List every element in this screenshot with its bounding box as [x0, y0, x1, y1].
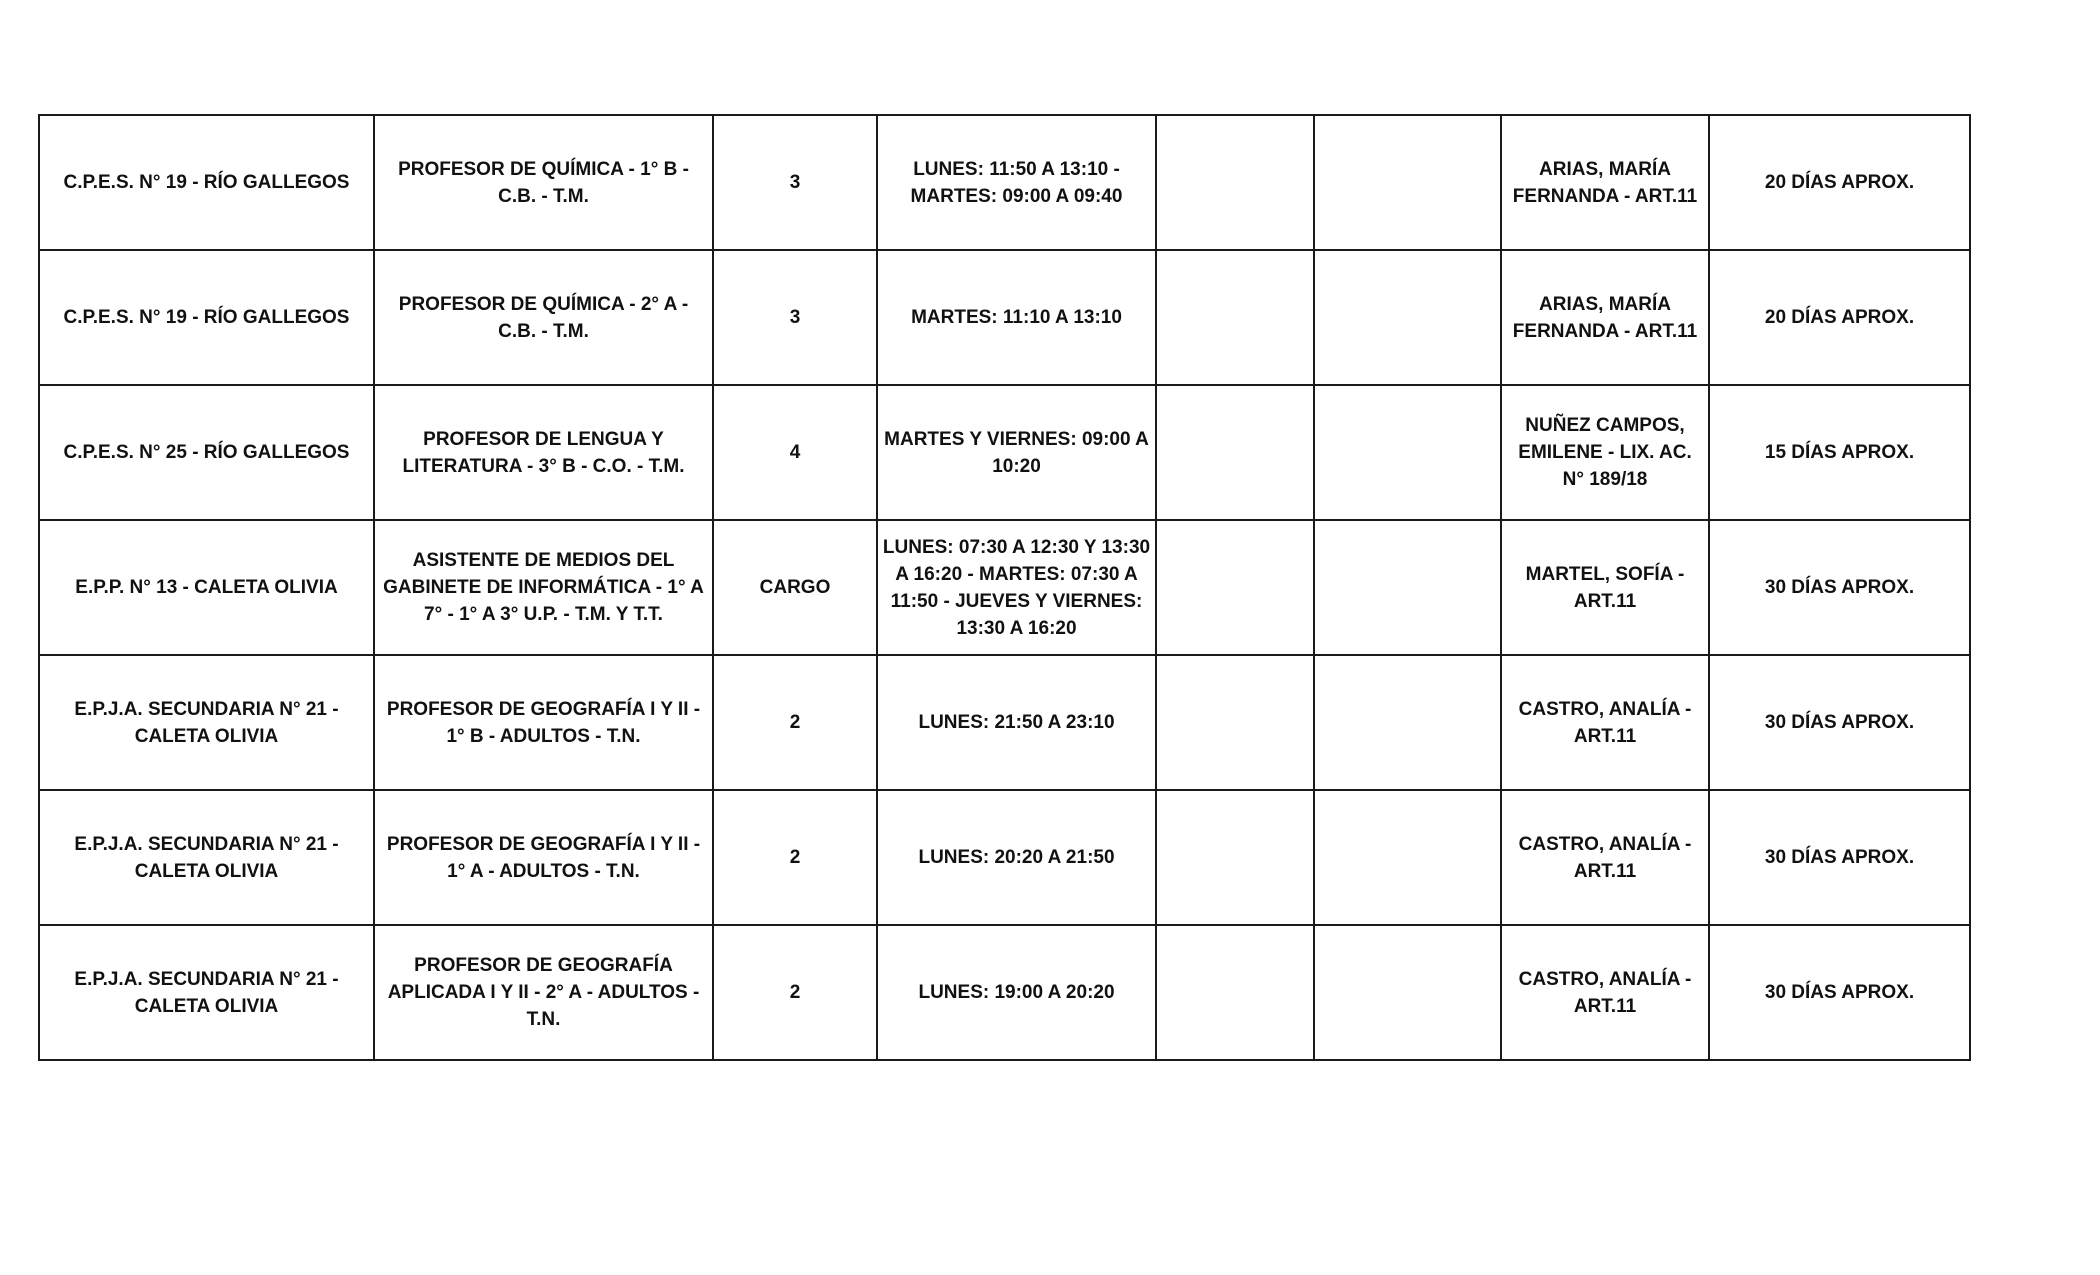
- school-cell: E.P.J.A. SECUNDARIA N° 21 - CALETA OLIVIA: [39, 790, 374, 925]
- table-row: [39, 520, 1970, 655]
- duration-cell: 20 DÍAS APROX.: [1709, 250, 1970, 385]
- empty-cell: [1314, 655, 1501, 790]
- position-cell: ASISTENTE DE MEDIOS DEL GABINETE DE INFORMÁTICA - 1° A 7° - 1° A 3° U.P. - T.M. Y T.T.: [374, 520, 713, 655]
- hours-cell: CARGO: [713, 520, 877, 655]
- schedule-cell: LUNES: 11:50 A 13:10 - MARTES: 09:00 A 09:40: [877, 115, 1156, 250]
- empty-cell: [1156, 790, 1314, 925]
- hours-cell: 2: [713, 655, 877, 790]
- schedule-cell: LUNES: 19:00 A 20:20: [877, 925, 1156, 1060]
- empty-cell: [1314, 925, 1501, 1060]
- schedule-cell: LUNES: 21:50 A 23:10: [877, 655, 1156, 790]
- table-row: [39, 790, 1970, 925]
- empty-cell: [1156, 520, 1314, 655]
- school-cell: E.P.P. N° 13 - CALETA OLIVIA: [39, 520, 374, 655]
- holder-cell: CASTRO, ANALÍA - ART.11: [1501, 925, 1709, 1060]
- position-cell: PROFESOR DE GEOGRAFÍA I Y II - 1° B - ADULTOS - T.N.: [374, 655, 713, 790]
- holder-cell: ARIAS, MARÍA FERNANDA - ART.11: [1501, 115, 1709, 250]
- empty-cell: [1156, 385, 1314, 520]
- position-cell: PROFESOR DE GEOGRAFÍA APLICADA I Y II - 2° A - ADULTOS - T.N.: [374, 925, 713, 1060]
- empty-cell: [1156, 250, 1314, 385]
- position-cell: PROFESOR DE QUÍMICA - 1° B - C.B. - T.M.: [374, 115, 713, 250]
- school-cell: C.P.E.S. N° 19 - RÍO GALLEGOS: [39, 115, 374, 250]
- duration-cell: 15 DÍAS APROX.: [1709, 385, 1970, 520]
- table-row: [39, 115, 1970, 250]
- table-body: [39, 115, 1970, 1060]
- school-cell: C.P.E.S. N° 25 - RÍO GALLEGOS: [39, 385, 374, 520]
- table-row: [39, 655, 1970, 790]
- holder-cell: MARTEL, SOFÍA - ART.11: [1501, 520, 1709, 655]
- position-cell: PROFESOR DE GEOGRAFÍA I Y II - 1° A - ADULTOS - T.N.: [374, 790, 713, 925]
- schedule-cell: LUNES: 07:30 A 12:30 Y 13:30 A 16:20 - MARTES: 07:30 A 11:50 - JUEVES Y VIERNES: 13:30 A 16:20: [877, 520, 1156, 655]
- empty-cell: [1314, 790, 1501, 925]
- school-cell: E.P.J.A. SECUNDARIA N° 21 - CALETA OLIVIA: [39, 925, 374, 1060]
- duration-cell: 30 DÍAS APROX.: [1709, 925, 1970, 1060]
- empty-cell: [1156, 655, 1314, 790]
- duration-cell: 30 DÍAS APROX.: [1709, 790, 1970, 925]
- holder-cell: CASTRO, ANALÍA - ART.11: [1501, 790, 1709, 925]
- empty-cell: [1314, 520, 1501, 655]
- schedule-cell: LUNES: 20:20 A 21:50: [877, 790, 1156, 925]
- holder-cell: NUÑEZ CAMPOS, EMILENE - LIX. AC. N° 189/18: [1501, 385, 1709, 520]
- duration-cell: 30 DÍAS APROX.: [1709, 655, 1970, 790]
- holder-cell: ARIAS, MARÍA FERNANDA - ART.11: [1501, 250, 1709, 385]
- table-row: [39, 385, 1970, 520]
- table-row: [39, 250, 1970, 385]
- position-cell: PROFESOR DE LENGUA Y LITERATURA - 3° B - C.O. - T.M.: [374, 385, 713, 520]
- schedule-cell: MARTES: 11:10 A 13:10: [877, 250, 1156, 385]
- schedule-cell: MARTES Y VIERNES: 09:00 A 10:20: [877, 385, 1156, 520]
- school-cell: C.P.E.S. N° 19 - RÍO GALLEGOS: [39, 250, 374, 385]
- holder-cell: CASTRO, ANALÍA - ART.11: [1501, 655, 1709, 790]
- empty-cell: [1156, 925, 1314, 1060]
- hours-cell: 3: [713, 115, 877, 250]
- school-cell: E.P.J.A. SECUNDARIA N° 21 - CALETA OLIVIA: [39, 655, 374, 790]
- table-row: [39, 925, 1970, 1060]
- empty-cell: [1314, 115, 1501, 250]
- empty-cell: [1156, 115, 1314, 250]
- empty-cell: [1314, 385, 1501, 520]
- hours-cell: 4: [713, 385, 877, 520]
- duration-cell: 20 DÍAS APROX.: [1709, 115, 1970, 250]
- hours-cell: 2: [713, 925, 877, 1060]
- position-cell: PROFESOR DE QUÍMICA - 2° A - C.B. - T.M.: [374, 250, 713, 385]
- empty-cell: [1314, 250, 1501, 385]
- duration-cell: 30 DÍAS APROX.: [1709, 520, 1970, 655]
- hours-cell: 3: [713, 250, 877, 385]
- hours-cell: 2: [713, 790, 877, 925]
- vacancies-table: [38, 114, 1971, 1061]
